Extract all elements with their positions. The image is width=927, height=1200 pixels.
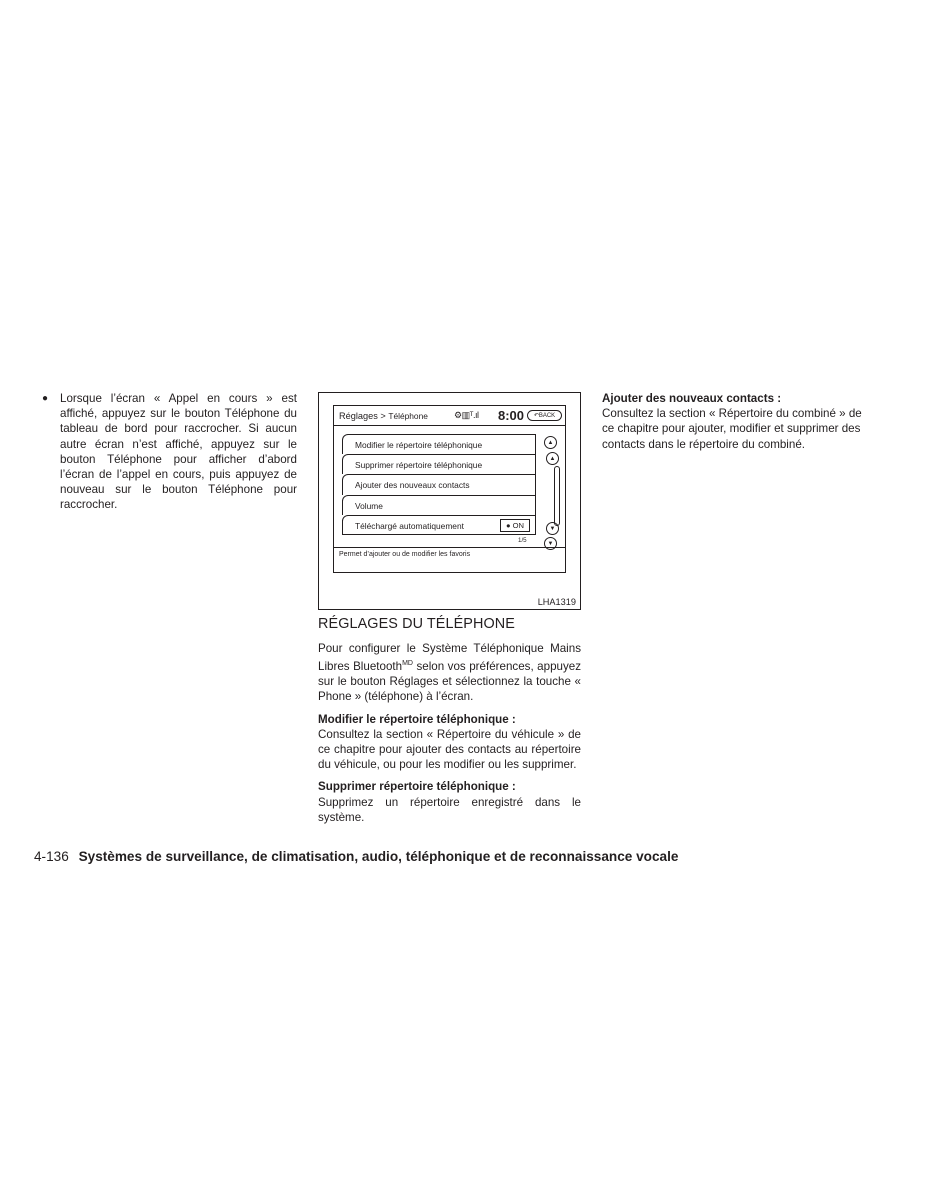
clock: 8:00: [498, 408, 525, 423]
phone-settings-screen: [333, 405, 566, 573]
chapter-title: Systèmes de surveillance, de climatisation, audio, téléphonique et de reconnaissance vocale: [78, 849, 679, 864]
back-label: BACK: [538, 413, 556, 419]
intro-paragraph: [318, 641, 581, 705]
menu-item-label: Supprimer répertoire téléphonique: [355, 460, 483, 471]
menu-item-add-contacts[interactable]: [342, 474, 536, 494]
menu-item-label: Modifier le répertoire téléphonique: [355, 440, 483, 450]
menu-item-volume[interactable]: [342, 495, 536, 515]
menu-item-label: Téléchargé automatiquement: [355, 520, 464, 531]
intro-text-cont: selon vos préférences, appuyez sur le bouton Réglages et sélectionnez la touche « Phone » (téléphone) à l’écran.: [318, 660, 582, 704]
settings-screen-figure: [318, 392, 581, 610]
delete-text: Supprimez un répertoire enregistré dans le système.: [318, 795, 581, 824]
scrollbar[interactable]: [554, 466, 560, 526]
add-heading: Ajouter des nouveaux contacts :: [602, 392, 782, 405]
screen-hint: Permet d’ajouter ou de modifier les favoris: [334, 547, 565, 561]
scroll-down-icon[interactable]: ▼: [546, 522, 559, 535]
menu-item-modify-phonebook[interactable]: [342, 434, 536, 454]
bullet-item: [40, 391, 297, 513]
bullet-text: Lorsque l’écran « Appel en cours » est affiché, appuyez sur le bouton Téléphone du tableau de bord pour raccrocher. Si aucun autre écran n’est affiché, appuyez sur le bouton Téléphone pour afficher d’abord l’écran de l’appel en cours, puis appuyez de nouveau sur le bouton Téléphone pour raccrocher.: [60, 392, 297, 512]
section-title: RÉGLAGES DU TÉLÉPHONE: [318, 616, 515, 632]
scroll-bottom-icon[interactable]: ▼: [544, 537, 557, 550]
status-icons: ⚙▥ᵀ.ıl: [454, 410, 479, 420]
modify-heading: Modifier le répertoire téléphonique :: [318, 712, 516, 726]
page-footer: [34, 849, 678, 864]
page-number: 4-136: [34, 849, 69, 864]
add-text: Consultez la section « Répertoire du combiné » de ce chapitre pour ajouter, modifier et supprimer des contacts dans le répertoire du combiné.: [602, 407, 862, 451]
breadcrumb-separator: >: [380, 411, 386, 421]
delete-heading: Supprimer répertoire téléphonique :: [318, 780, 516, 794]
middle-column: [318, 615, 581, 825]
registered-mark: MD: [402, 660, 413, 668]
right-column: [602, 391, 866, 452]
menu-item-label: Ajouter des nouveaux contacts: [355, 480, 470, 491]
back-button[interactable]: [527, 410, 562, 421]
intro-text: Pour configurer le Système Téléphonique Mains Libres Bluetooth: [318, 642, 581, 674]
screen-header: [334, 406, 565, 426]
auto-download-toggle[interactable]: ● ON: [500, 519, 530, 532]
screen-subtitle: Téléphone: [388, 411, 428, 421]
menu-item-label: Volume: [355, 500, 383, 511]
settings-menu-list: [342, 434, 536, 535]
scroll-up-icon[interactable]: ▲: [546, 452, 559, 465]
screen-breadcrumb: [339, 411, 428, 421]
left-column: [40, 391, 297, 513]
scroll-top-icon[interactable]: ▲: [544, 436, 557, 449]
back-arrow-icon: ↶: [533, 413, 539, 419]
screen-title: Réglages: [339, 411, 378, 421]
menu-item-auto-download[interactable]: [342, 515, 536, 535]
menu-item-delete-phonebook[interactable]: [342, 454, 536, 474]
modify-text: Consultez la section « Répertoire du véhicule » de ce chapitre pour ajouter des contacts au répertoire du véhicule, ou pour les modifier ou les supprimer.: [318, 727, 581, 772]
bullet-icon: ●: [42, 393, 49, 404]
page-indicator: 1/5: [518, 537, 527, 544]
figure-id: LHA1319: [537, 597, 576, 607]
